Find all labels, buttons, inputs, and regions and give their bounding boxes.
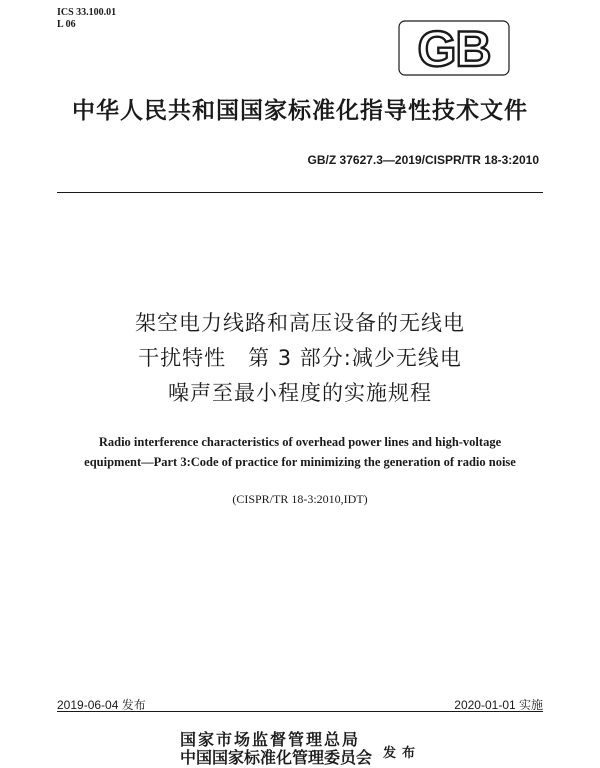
ics-code: ICS 33.100.01 — [57, 7, 117, 18]
gb-logo-text: GB — [417, 21, 491, 76]
gb-logo — [398, 20, 510, 76]
classification-codes — [57, 7, 116, 31]
chinese-title-line: 噪声至最小程度的实施规程 — [168, 381, 432, 405]
english-title — [0, 432, 600, 472]
footer-divider — [57, 711, 543, 712]
ccs-code: L 06 — [57, 19, 76, 30]
release-label: 发布 — [383, 746, 422, 761]
chinese-title — [0, 306, 600, 411]
chinese-title-line: 干扰特性 第 3 部分:减少无线电 — [138, 346, 462, 370]
adoption-note: (CISPR/TR 18-3:2010,IDT) — [232, 492, 368, 506]
standard-number: GB/Z 37627.3—2019/CISPR/TR 18-3:2010 — [307, 153, 539, 167]
issue-date: 2019-06-04 发布 — [57, 698, 146, 712]
document-type-heading: 中华人民共和国国家标准化指导性技术文件 — [72, 98, 528, 124]
header-divider — [57, 192, 543, 193]
issuer-sac: 中国国家标准化管理委员会 — [180, 748, 373, 767]
english-title-line: Radio interference characteristics of overhead power lines and high-voltage — [98, 435, 502, 449]
english-title-line: equipment—Part 3:Code of practice for minimizing the generation of radio noise — [84, 455, 516, 469]
issuing-organizations — [180, 731, 372, 767]
chinese-title-line: 架空电力线路和高压设备的无线电 — [135, 311, 465, 335]
implementation-date: 2020-01-01 实施 — [454, 698, 543, 712]
issuer-samr: 国家市场监督管理总局 — [180, 730, 361, 749]
